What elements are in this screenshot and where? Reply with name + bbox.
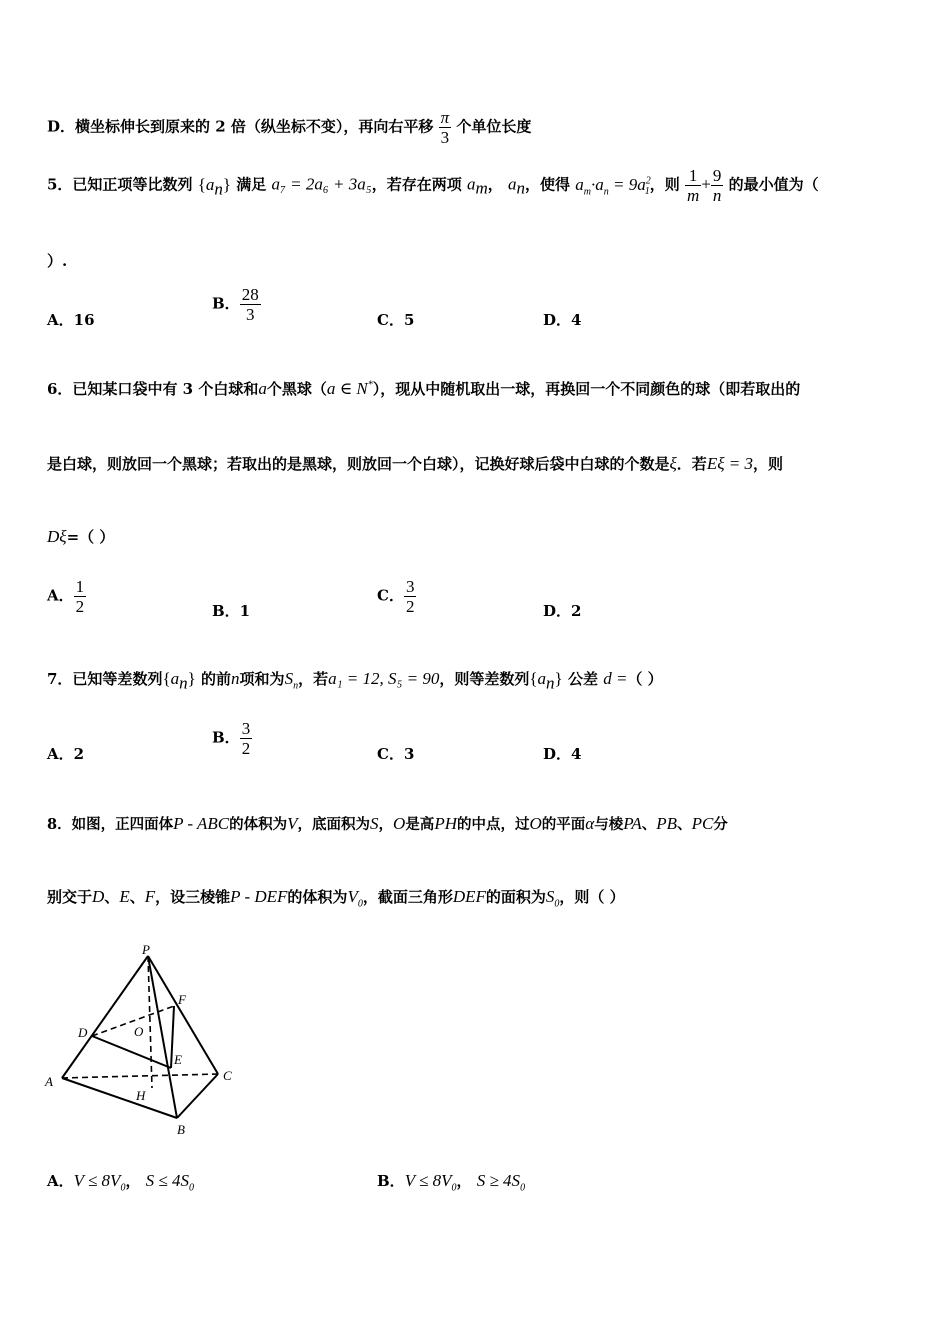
q8-stem-1: 8．如图，正四面体P - ABC的体积为V，底面积为S，O是高PH的中点，过O的平面α与棱PA、PB、PC分 [47, 814, 728, 833]
q6-stem-1: 6．已知某口袋中有 3 个白球和a个黑球（a ∈ N*），现从中随机取出一球，再换回一个不同颜色的球（即若取出的 [47, 379, 801, 398]
q8-stem-2: 别交于D、E、F，设三棱锥P - DEF的体积为$V_0$，截面三角形DEF的面积为$S_0$，则（ ） [47, 887, 625, 910]
q7-condition: a₁ = 12, S₅ = 90 [328, 669, 440, 688]
q8-option-b[interactable]: B．$V \le 8V_0$， $S \ge 4S_0$ [377, 1171, 526, 1194]
q6-variance: Dξ [47, 527, 67, 546]
q6-option-d[interactable]: D．2 [543, 602, 582, 620]
fig-label-e: E [174, 1052, 182, 1067]
q5-frac2: $\frac{9}{n}$ [712, 166, 722, 205]
q6-stem-2: 是白球，则放回一个黑球；若取出的是黑球，则放回一个白球），记换好球后袋中白球的个数是ξ．若Eξ = 3，则 [47, 454, 783, 473]
tetrahedron-figure [40, 940, 240, 1140]
q7-option-b[interactable]: B． $\frac{3}{2}$ [212, 719, 251, 758]
q5-stem: 5．已知正项等比数列 $\{a_n\}$ 满足 a₇ = 2a₆ + 3a₅，若存在两项 $a_m$， $a_n$，使得 $a_m\cdot a_n = 9a^2_1$，则 $\frac{1}{m}$ + $\frac{9}{n}$ 的最小值为（ [47, 166, 819, 205]
fig-label-c: C [223, 1068, 232, 1083]
q6-expectation: Eξ = 3 [706, 454, 753, 473]
fig-label-d: D [78, 1025, 88, 1040]
fig-label-h: H [136, 1088, 146, 1103]
q5-option-a[interactable]: A．16 [47, 311, 95, 329]
fig-label-a: A [45, 1074, 53, 1089]
q6-condition: a ∈ N* [326, 379, 373, 398]
q5-frac1: $\frac{1}{m}$ [686, 166, 700, 205]
q7-option-d[interactable]: D．4 [543, 745, 582, 763]
q6-option-c[interactable]: C． $\frac{3}{2}$ [377, 577, 415, 616]
q5-seq: $\{a_n\}$ [197, 174, 232, 198]
q6-option-a[interactable]: A． $\frac{1}{2}$ [47, 577, 85, 616]
q5-option-d[interactable]: D．4 [543, 311, 582, 329]
fig-label-b: B [177, 1122, 185, 1137]
q7-option-a[interactable]: A．2 [47, 745, 85, 763]
fig-label-f: F [178, 992, 186, 1007]
q8-option-a[interactable]: A．$V \le 8V_0$， $S \le 4S_0$ [47, 1171, 195, 1194]
q5-product: $a_m\cdot a_n = 9a^2_1$ [575, 174, 651, 197]
q6-stem-3: Dξ=（ ） [47, 527, 115, 546]
q5-condition: a₇ = 2a₆ + 3a₅ [271, 174, 372, 194]
q5-option-b[interactable]: B． $\frac{28}{3}$ [212, 285, 259, 324]
q4d-fraction: $\frac{\pi}{3}$ [440, 108, 450, 147]
q4d-text-after: 个单位长度 [456, 117, 532, 136]
q4-option-d [47, 108, 531, 147]
q7-option-c[interactable]: C．3 [377, 745, 415, 763]
q5-stem-end: ）. [47, 252, 68, 270]
fig-label-o: O [134, 1024, 144, 1039]
q4d-text: D．横坐标伸长到原来的 2 倍（纵坐标不变），再向右平移 [47, 117, 434, 136]
q5-option-c[interactable]: C．5 [377, 311, 415, 329]
q6-option-b[interactable]: B．1 [212, 602, 251, 620]
fig-label-p: P [142, 942, 150, 957]
q7-stem: 7．已知等差数列$\{a_n\}$ 的前n项和为$S_n$，若a₁ = 12, S₅ = 90，则等差数列$\{a_n\}$ 公差 d =（ ） [47, 669, 663, 693]
